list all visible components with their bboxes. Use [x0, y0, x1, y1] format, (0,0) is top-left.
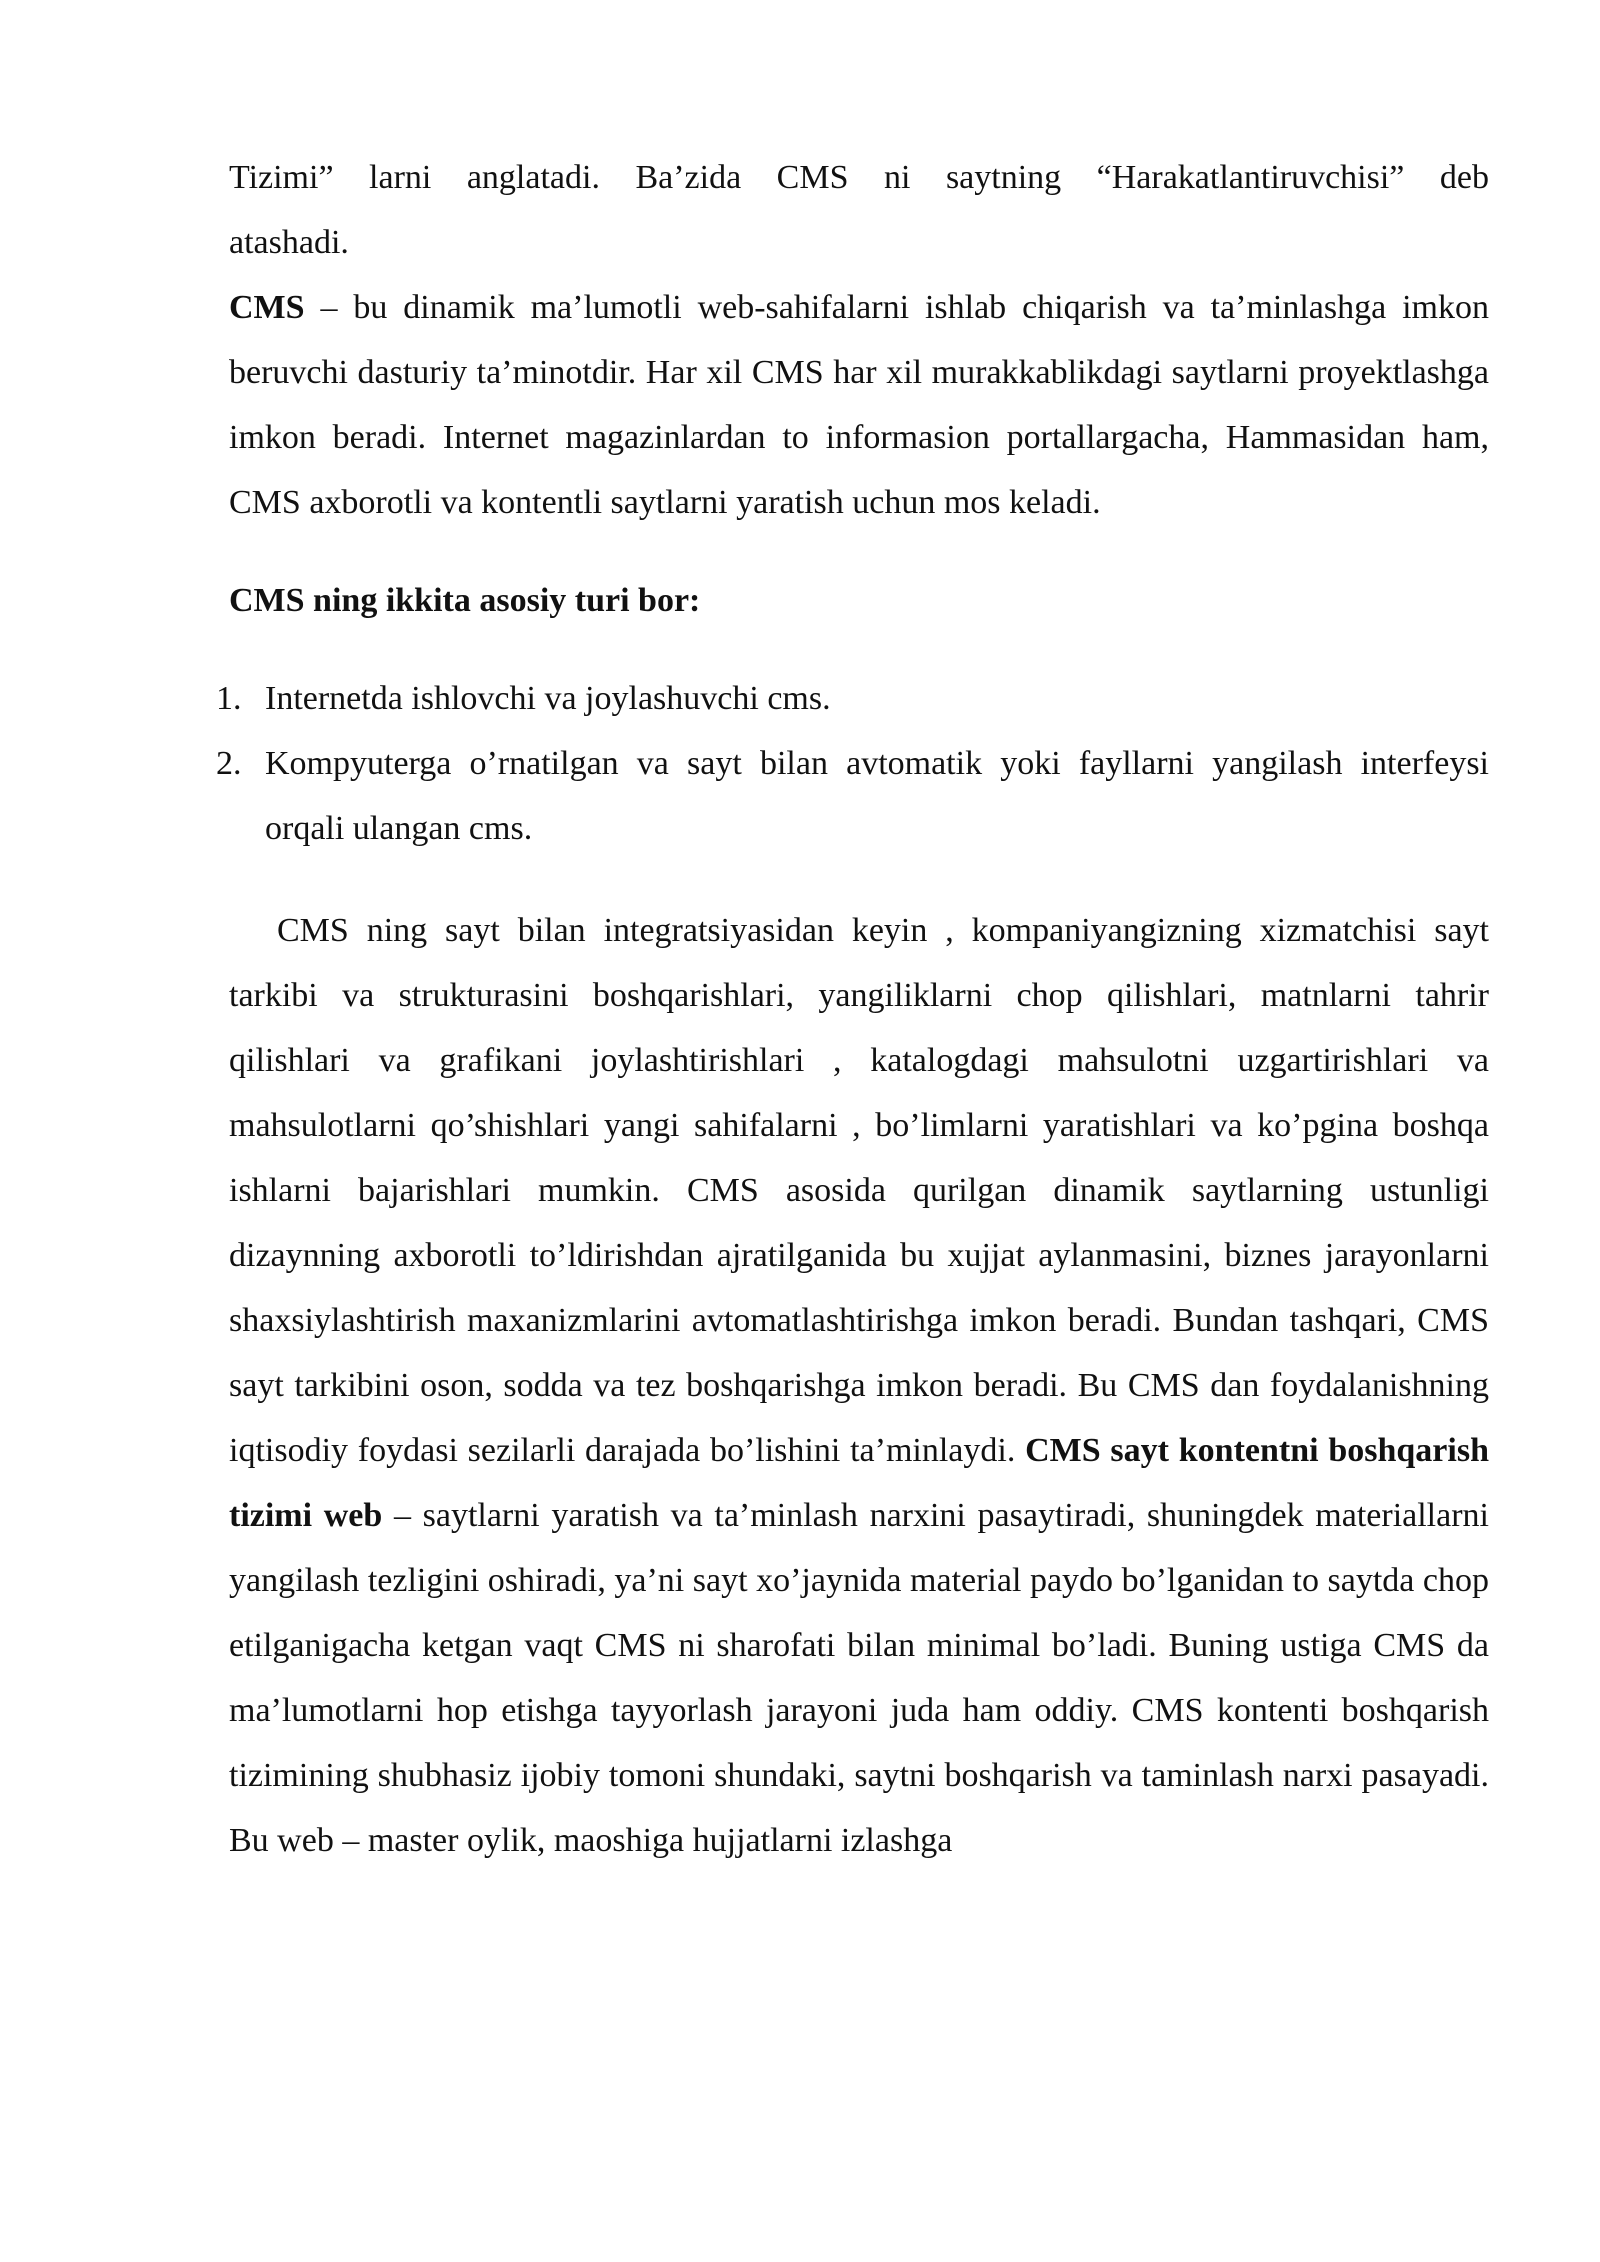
definition-paragraph	[229, 275, 1489, 535]
intro-line-2: atashadi.	[229, 224, 349, 261]
list-item-number: 1.	[216, 680, 242, 717]
main-paragraph	[229, 898, 1489, 1873]
definition-term: CMS	[229, 289, 305, 326]
document-body	[216, 145, 1489, 1873]
list-item	[216, 666, 1489, 731]
main-paragraph-part-1: CMS ning sayt bilan integratsiyasidan keyin , kompaniyangizning xizmatchisi sayt tarkibi va strukturasini boshqarishlari, yangiliklarni chop qilishlari, matnlarni tahrir qilishlari va grafikani joylashtirishlari , katalogdagi mahsulotni uzgartirishlari va mahsulotlarni qo’shishlari yangi sahifalarni , bo’limlarni yaratishlari va ko’pgina boshqa ishlarni bajarishlari mumkin. CMS asosida qurilgan dinamik saytlarning ustunligi dizaynning axborotli to’ldirishdan ajratilganida bu xujjat aylanmasini, biznes jarayonlarni shaxsiylashtirish maxanizmlarini avtomatlashtirishga imkon beradi. Bundan tashqari, CMS sayt tarkibini oson, sodda va tez boshqarishga imkon beradi. Bu CMS dan foydalanishning iqtisodiy foydasi sezilarli darajada bo’lishini ta’minlaydi.	[229, 912, 1489, 1469]
types-heading: CMS ning ikkita asosiy turi bor:	[229, 582, 701, 619]
list-item-number: 2.	[216, 745, 242, 782]
types-list	[216, 666, 1489, 861]
list-item-text: Kompyuterga o’rnatilgan va sayt bilan avtomatik yoki fayllarni yangilash interfeysi orqali ulangan cms.	[265, 745, 1489, 847]
definition-text: – bu dinamik ma’lumotli web-sahifalarni ishlab chiqarish va ta’minlashga imkon beruvchi dasturiy ta’minotdir. Har xil CMS har xil murakkablikdagi saytlarni proyektlashga imkon beradi. Internet magazinlardan to informasion portallargacha, Hammasidan ham, CMS axborotli va kontentli saytlarni yaratish uchun mos keladi.	[229, 289, 1489, 521]
list-item	[216, 731, 1489, 861]
intro-line-1: Tizimi” larni anglatadi. Ba’zida CMS ni saytning “Harakatlantiruvchisi” deb	[229, 159, 1489, 196]
main-paragraph-part-2: – saytlarni yaratish va ta’minlash narxini pasaytiradi, shuningdek materiallarni yangilash tezligini oshiradi, ya’ni sayt xo’jaynida material paydo bo’lganidan to saytda chop etilganigacha ketgan vaqt CMS ni sharofati bilan minimal bo’ladi. Buning ustiga CMS da ma’lumotlarni hop etishga tayyorlash jarayoni juda ham oddiy. CMS kontenti boshqarish tizimining shubhasiz ijobiy tomoni shundaki, saytni boshqarish va taminlash narxi pasayadi. Bu web – master oylik, maoshiga hujjatlarni izlashga	[229, 1497, 1489, 1859]
main-paragraph-bold-term: CMS sayt kontentni boshqarish tizimi web	[229, 1432, 1489, 1534]
list-item-text: Internetda ishlovchi va joylashuvchi cms.	[265, 680, 831, 717]
